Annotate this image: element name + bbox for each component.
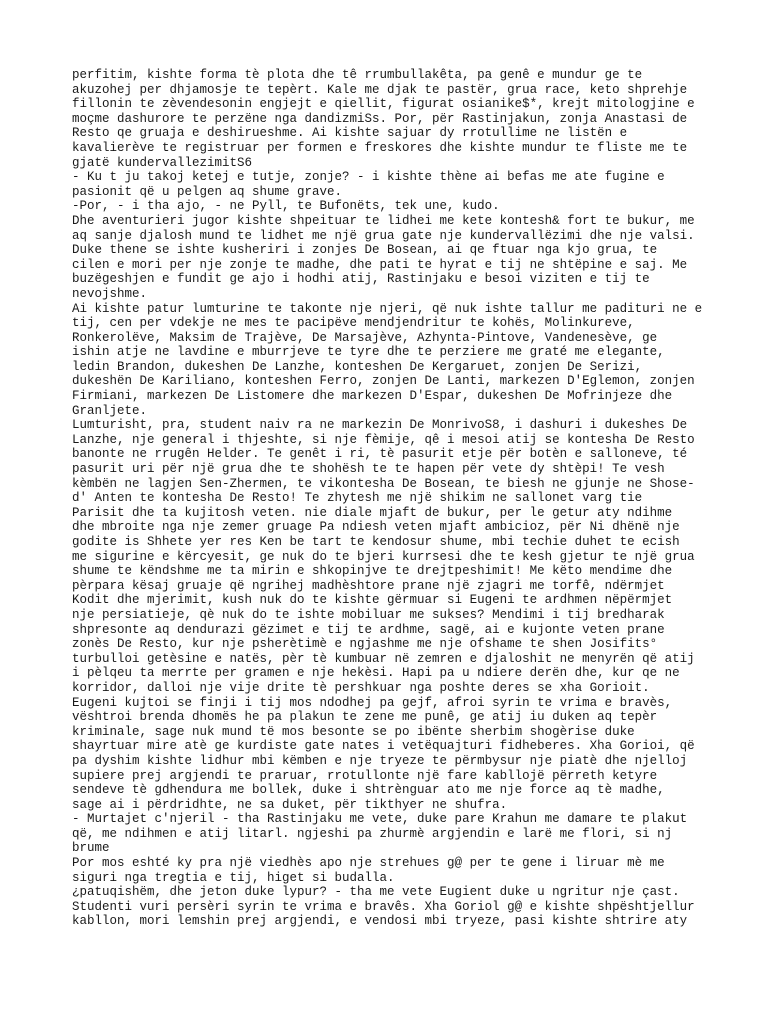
text-line: ishin atje ne lavdine e mburrjeve te tyre dhe te perziere me graté me elegante, bbox=[72, 345, 665, 360]
text-line: Ai kishte patur lumturine te takonte nje njeri, që nuk ishte tallur me padituri ne e bbox=[72, 301, 703, 316]
text-line: ¿patuqishëm, dhe jeton duke lypur? - tha me vete Eugient duke u ngritur nje çast. bbox=[72, 885, 680, 900]
text-line: Kodit dhe mjerimit, kush nuk do te kishte gërmuar si Eugeni te ardhmen nëpërmjet bbox=[72, 593, 673, 608]
text-line: d' Anten te kontesha De Resto! Te zhytesh me një shikim ne sallonet varg tie bbox=[72, 491, 643, 506]
text-line: Parisit dhe ta kujitosh veten. nie diale mjaft de bukur, per le getur aty ndihme bbox=[72, 505, 673, 520]
text-line: Resto qe gruaja e deshirueshme. Ai kishte sajuar dy rrotullime ne listën e bbox=[72, 126, 628, 141]
text-line: aq sanje djalosh mund te lidhet me një grua gate nje kundervallëzimi dhe nje valsi. bbox=[72, 228, 695, 243]
text-line: tij, cen per vdekje ne mes te pacipëve mendjendritur te kohës, Molinkureve, bbox=[72, 316, 635, 331]
text-line: kèmbën ne lagjen Sen-Zhermen, te vikontesha De Bosean, te biesh ne gjunje ne Shose- bbox=[72, 476, 695, 491]
text-line: fillonin te zèvendesonin engjejt e qiellit, figurat osianike$*, krejt mitologjine e bbox=[72, 97, 695, 112]
text-line: - Ku t ju takoj ketej e tutje, zonje? - i kishte thène ai befas me ate fugine e bbox=[72, 170, 665, 185]
text-line: nje persiatieje, qè nuk do te ishte mobiluar me sukses? Mendimi i tij bredharak bbox=[72, 607, 665, 622]
text-line: supiere prej argjendi te praruar, rrotullonte një fare kabllojë përreth ketyre bbox=[72, 768, 658, 783]
text-line: pasurit uri për një grua dhe te shohësh te te hapen për vete dy shtèpi! Te vesh bbox=[72, 462, 665, 477]
text-line: kavalierève te registruar per formen e freskores dhe kishte mundur te fliste me te bbox=[72, 140, 688, 155]
text-line: siguri nga tregtia e tij, higet si budalla. bbox=[72, 870, 395, 885]
text-line: perfitim, kishte forma tè plota dhe tê rrumbullakêta, pa genê e mundur ge te bbox=[72, 68, 643, 82]
text-line: - Murtajet c'njeril - tha Rastinjaku me vete, duke pare Krahun me damare te plakut bbox=[72, 812, 688, 827]
text-line: shume te këndshme me ta mirin e shkopinjve te drejtpeshimit! Me këto mendime dhe bbox=[72, 564, 673, 579]
text-line: Lanzhe, nje general i thjeshte, si nje fèmije, qê i mesoi atij se kontesha De Resto bbox=[72, 432, 695, 447]
text-line: buzëgeshjen e fundit ge ajo i hodhi atij, Rastinjaku e besoi viziten e tij te bbox=[72, 272, 650, 287]
text-line: dhe mbroite nga nje zemer gruage Pa ndiesh veten mjaft ambicioz, për Ni dhënë nje bbox=[72, 520, 680, 535]
text-line: që, me ndihmen e atij litarl. ngjeshi pa zhurmè argjendin e larë me flori, si nj bbox=[72, 826, 673, 841]
text-line: kriminale, sage nuk mund të mos besonte se po ibënte sherbim shogèrise duke bbox=[72, 724, 635, 739]
text-line: Duke thene se ishte kusheriri i zonjes De Bosean, ai qe ftuar nga kjo grua, te bbox=[72, 243, 658, 258]
text-line: Eugeni kujtoi se finji i tij mos ndodhej pa gejf, afroi syrin te vrima e bravès, bbox=[72, 695, 673, 710]
text-line: gjatë kundervallezimitS6 bbox=[72, 155, 253, 170]
text-line: vështroi brenda dhomës he pa plakun te zene me punê, ge atij iu duken aq tepèr bbox=[72, 710, 658, 725]
text-line: -Por, - i tha ajo, - ne Pyll, te Bufonëts, tek une, kudo. bbox=[72, 199, 500, 214]
text-line: zonès De Resto, kur nje psherètimè e ngjashme me nje ofshame te shen Josifits° bbox=[72, 637, 658, 652]
document-page bbox=[72, 68, 712, 929]
text-line: me sigurine e kërcyesit, ge nuk do te bjeri kurrsesi dhe te kesh gjetur te një grua bbox=[72, 549, 695, 564]
text-line: banonte ne rrugên Helder. Te genêt i ri, tè pasurit etje për botèn e salloneve, té bbox=[72, 447, 688, 462]
text-line: godite is Shhete yer res Ken be tart te kendosur shume, mbi techie duhet te ecish bbox=[72, 535, 680, 549]
text-line: sendeve tè gdhendura me bollek, duke i shtrènguar ato me nje force aq tè madhe, bbox=[72, 783, 665, 798]
text-line: pasionit që u pelgen aq shume grave. bbox=[72, 184, 343, 199]
text-line: Dhe aventurieri jugor kishte shpeituar te lidhei me kete kontesh& fort te bukur, me bbox=[72, 213, 695, 228]
text-line: moçme dashurore te perzëne nga dandizmiSs. Por, për Rastinjakun, zonja Anastasi de bbox=[72, 111, 688, 126]
text-line: sage ai i përdridhte, ne sa duket, për tikthyer ne shufra. bbox=[72, 797, 508, 812]
text-line: shayrtuar mire atè ge kurdiste gate nates i vetëquajturi fidheberes. Xha Gorioi, që bbox=[72, 739, 695, 754]
text-line: Studenti vuri persèri syrin te vrima e bravês. Xha Goriol g@ e kishte shpështjellur bbox=[72, 899, 695, 914]
text-line: dukeshën De Kariliano, konteshen Ferro, zonjen De Lanti, markezen D'Eglemon, zonjen bbox=[72, 374, 695, 389]
text-line: brume bbox=[72, 841, 110, 856]
text-line: Ronkerolëve, Maksim de Trajève, De Marsajève, Azhynta-Pintove, Vandenesève, ge bbox=[72, 330, 658, 345]
text-line: nevojshme. bbox=[72, 286, 148, 301]
text-line: pèrpara kësaj gruaje që ngrihej madhèshtore prane një zjagri me torfê, ndërmjet bbox=[72, 578, 665, 593]
text-line: cilen e mori per nje zonje te madhe, dhe pati te hyrat e tij ne shtëpine e saj. Me bbox=[72, 257, 688, 272]
text-line: Firmiani, markezen De Listomere dhe markezen D'Espar, dukeshen De Mofrinjeze dhe bbox=[72, 389, 673, 404]
text-line: Por mos eshté ky pra një viedhès apo nje strehues g@ per te gene i liruar mè me bbox=[72, 856, 665, 871]
text-line: korridor, dalloi nje vije drite tè pershkuar nga poshte deres se xha Gorioit. bbox=[72, 680, 650, 695]
text-line: Lumturisht, pra, student naiv ra ne markezin De MonrivoS8, i dashuri i dukeshes De bbox=[72, 418, 688, 433]
text-line: turbulloi getèsine e natës, pèr tè kumbuar në zemren e djaloshit ne menyrën që atij bbox=[72, 651, 695, 666]
text-line: i pèlqeu ta merrte per gramen e nje hekèsi. Hapi pa u ndiere derën dhe, kur qe ne bbox=[72, 666, 680, 681]
text-line: shpresonte aq dendurazi gëzimet e tij te ardhme, sagë, ai e kujonte veten prane bbox=[72, 622, 665, 637]
text-line: Granljete. bbox=[72, 403, 148, 418]
text-line: kabllon, mori lemshin prej argjendi, e vendosi mbi tryeze, pasi kishte shtrire aty bbox=[72, 914, 688, 929]
text-line: akuzohej per dhjamosje te tepèrt. Kale me djak te pastër, grua race, keto shprehje bbox=[72, 82, 688, 97]
text-line: pa dyshim kishte lidhur mbi këmben e nje tryeze te përmbysur nje piatè dhe njelloj bbox=[72, 753, 688, 768]
text-line: ledin Brandon, dukeshen De Lanzhe, konteshen De Kergaruet, zonjen De Serizi, bbox=[72, 359, 643, 374]
